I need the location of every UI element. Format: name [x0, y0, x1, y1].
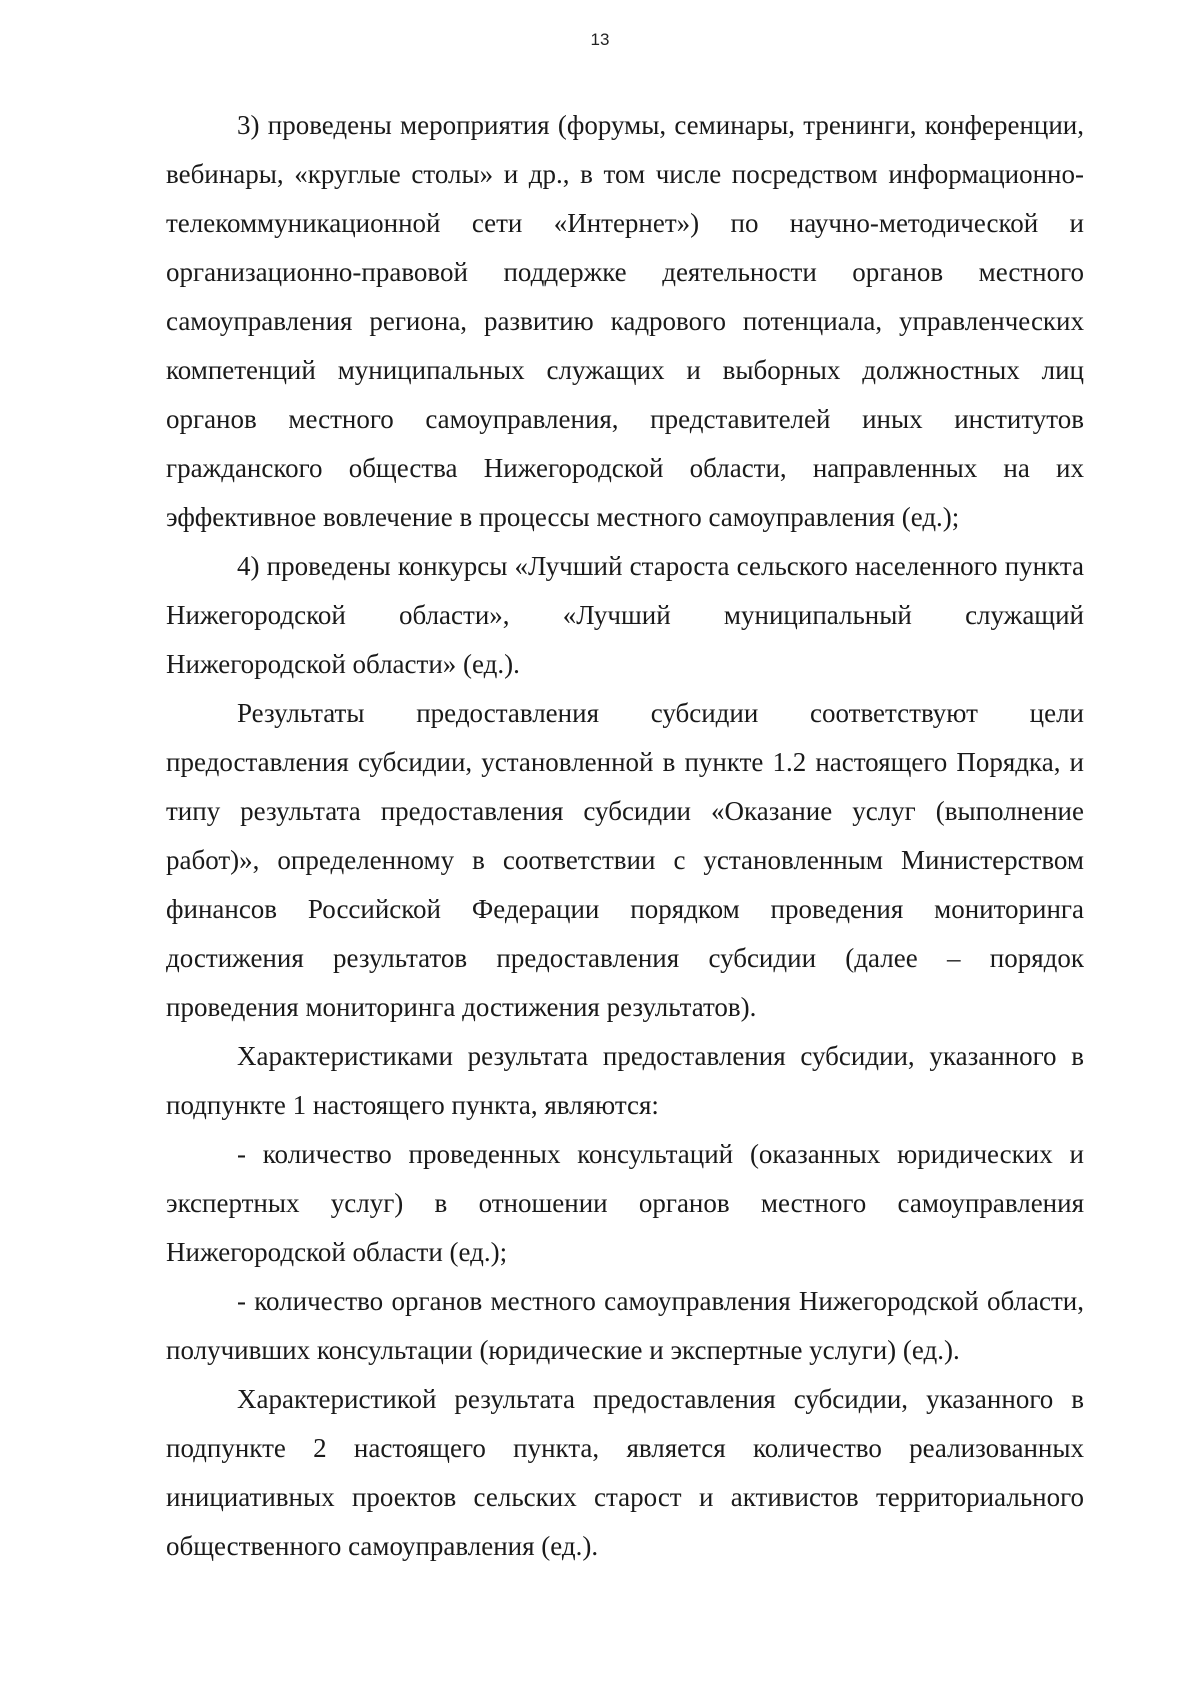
paragraph-results-correspondence: Результаты предоставления субсидии соответствуют цели предоставления субсидии, установленной в пункте 1.2 настоящего Порядка, и типу результата предоставления субсидии «Оказание услуг (выполнение работ)», определенному в соответствии с установленным Министерством финансов Российской Федерации порядком проведения мониторинга достижения результатов предоставления субсидии (далее – порядок проведения мониторинга достижения результатов).: [166, 698, 1084, 1022]
paragraph-item-3-events: 3) проведены мероприятия (форумы, семинары, тренинги, конференции, вебинары, «круглые столы» и др., в том числе посредством информационно-телекоммуникационной сети «Интернет») по научно-методической и организационно-правовой поддержке деятельности органов местного самоуправления региона, развитию кадрового потенциала, управленческих компетенций муниципальных служащих и выборных должностных лиц органов местного самоуправления, представителей иных институтов гражданского общества Нижегородской области, направленных на их эффективное вовлечение в процессы местного самоуправления (ед.);: [166, 110, 1084, 532]
paragraph-characteristics-intro: Характеристиками результата предоставления субсидии, указанного в подпункте 1 настоящего пункта, являются:: [166, 1041, 1084, 1120]
paragraph-characteristic-projects: Характеристикой результата предоставления субсидии, указанного в подпункте 2 настоящего пункта, является количество реализованных инициативных проектов сельских старост и активистов территориального общественного самоуправления (ед.).: [166, 1384, 1084, 1561]
paragraph-item-4-contests: 4) проведены конкурсы «Лучший староста сельского населенного пункта Нижегородской области», «Лучший муниципальный служащий Нижегородской области» (ед.).: [166, 551, 1084, 679]
document-body: [166, 101, 1084, 1571]
paragraph-bullet-consultations-count: - количество проведенных консультаций (оказанных юридических и экспертных услуг) в отношении органов местного самоуправления Нижегородской области (ед.);: [166, 1139, 1084, 1267]
page-number: 13: [590, 30, 610, 49]
paragraph-bullet-bodies-count: - количество органов местного самоуправления Нижегородской области, получивших консультации (юридические и экспертные услуги) (ед.).: [166, 1286, 1084, 1365]
